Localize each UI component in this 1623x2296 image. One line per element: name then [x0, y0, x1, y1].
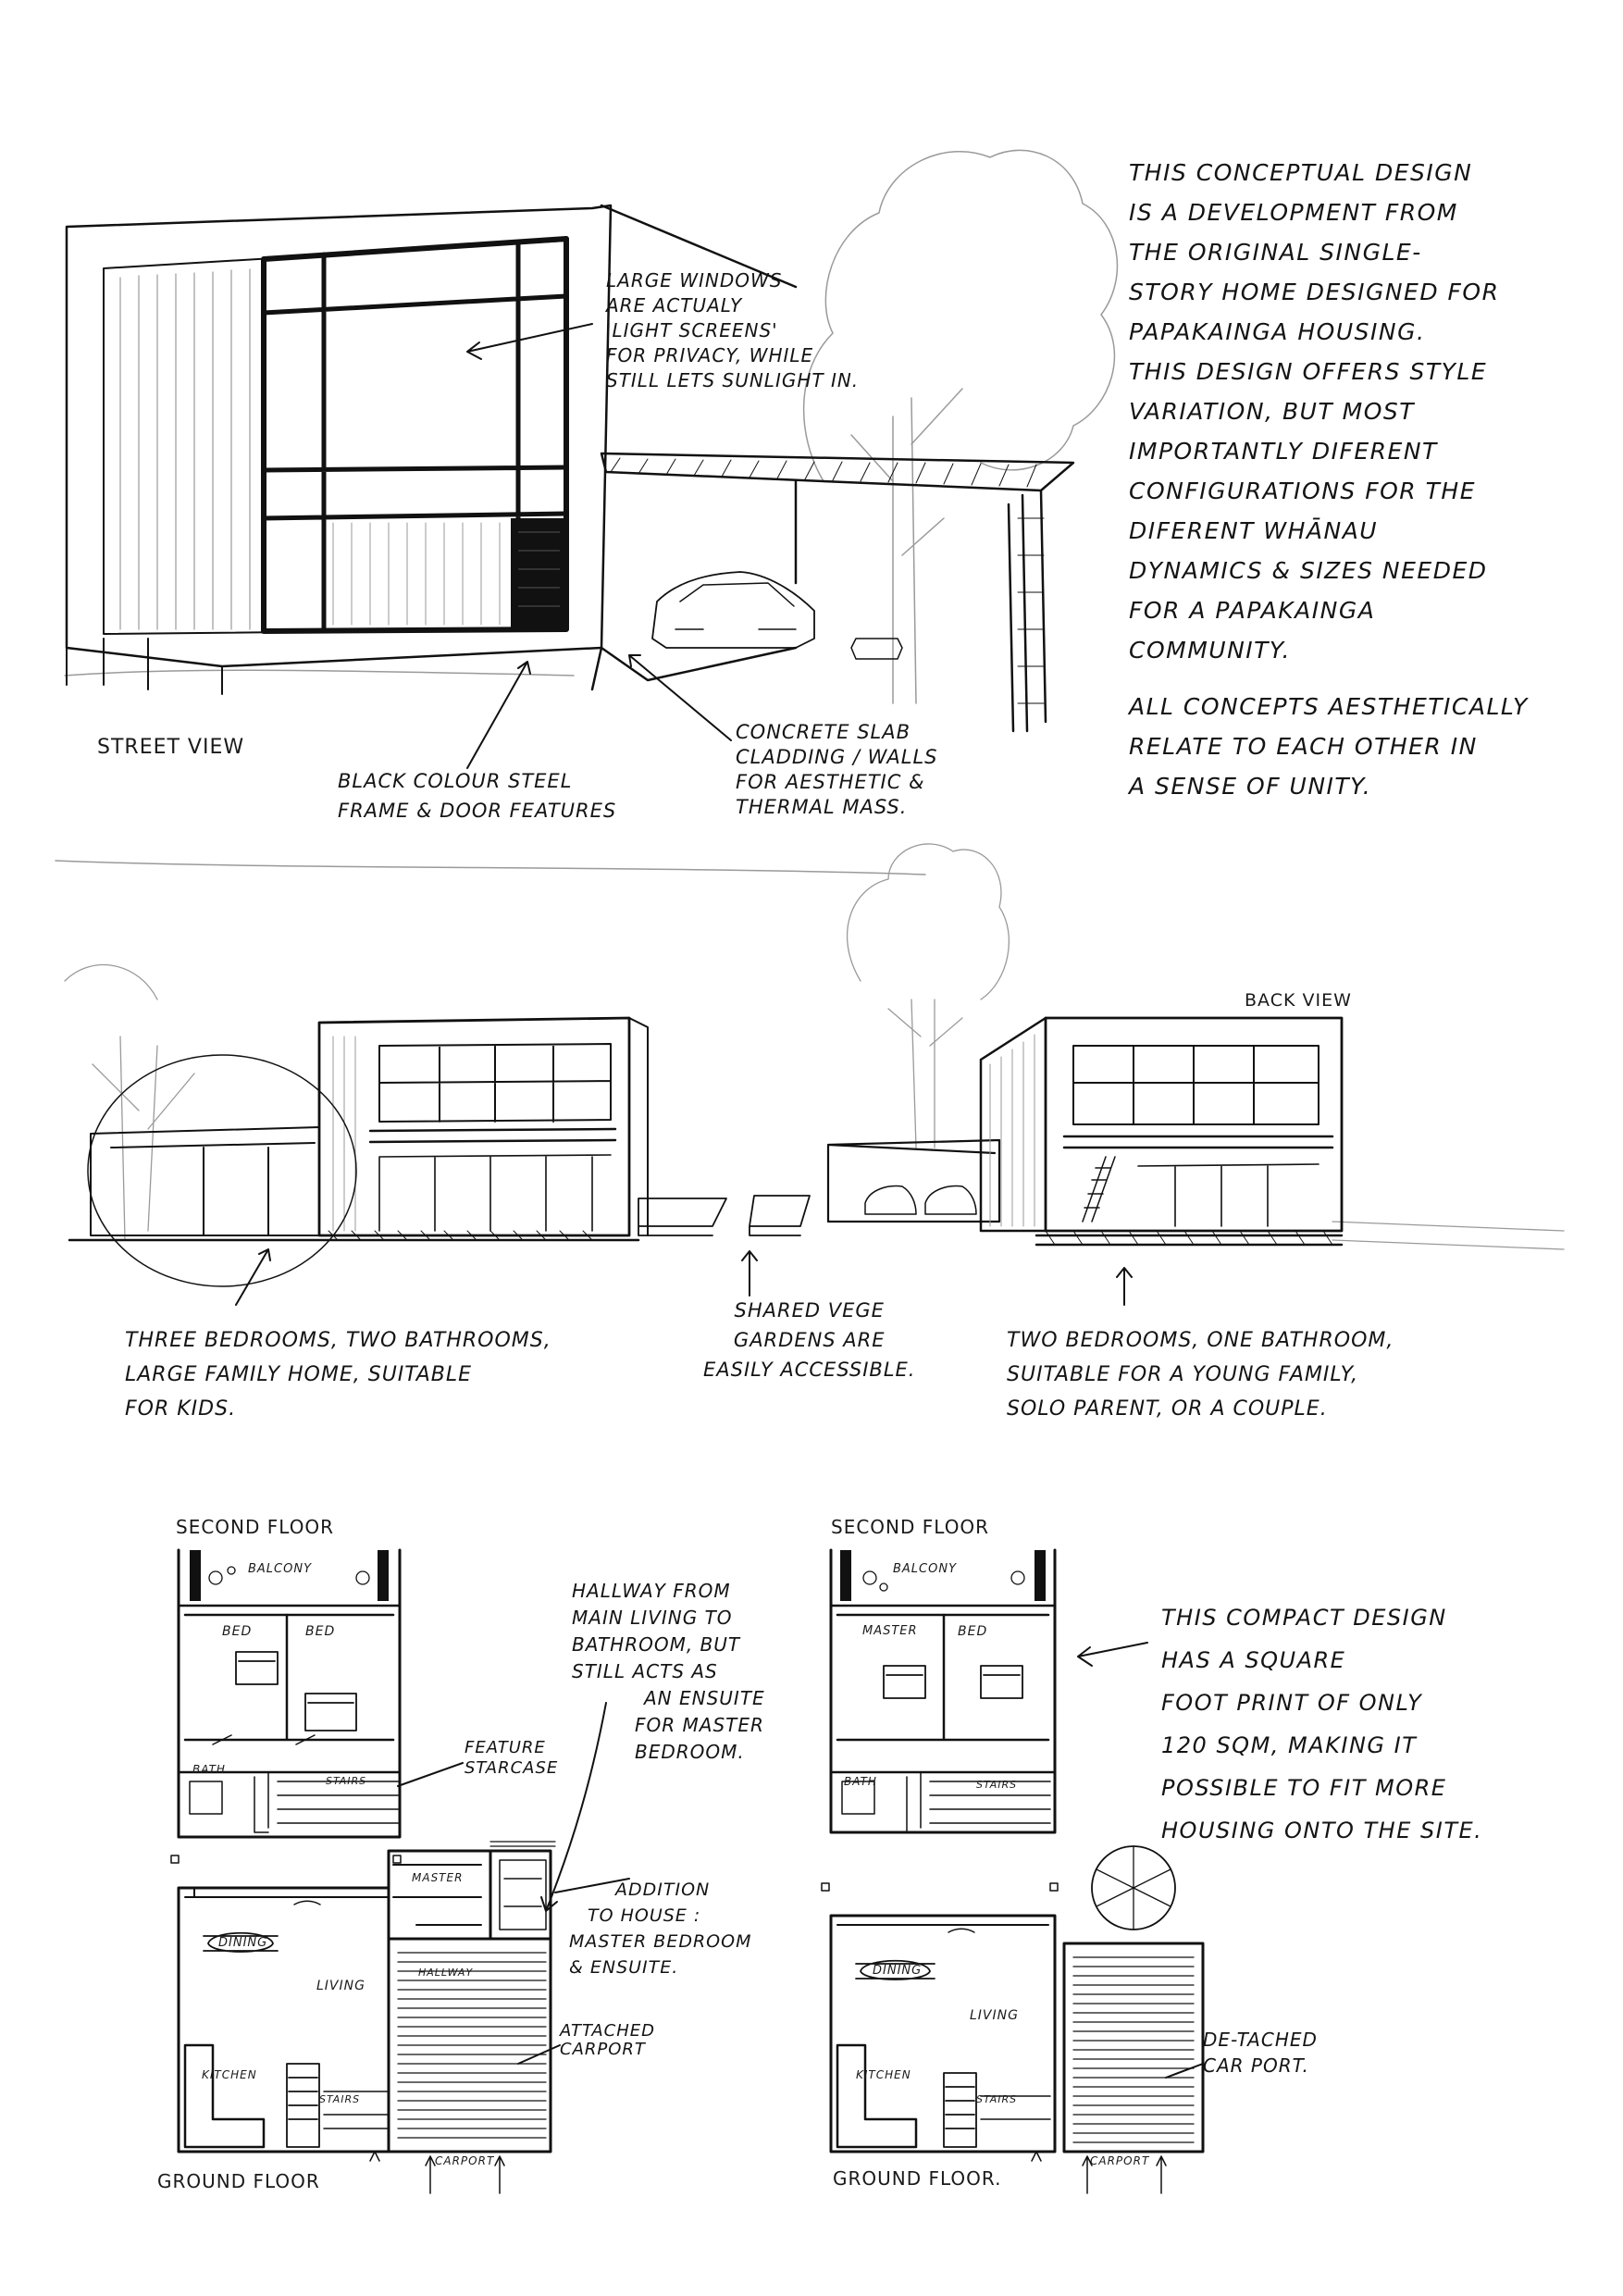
plan-left-second-floor: SECOND FLOOR: [176, 1516, 335, 1538]
compact-note-line: HOUSING ONTO THE SITE.: [1161, 1818, 1483, 1843]
compact-note-line: POSSIBLE TO FIT MORE: [1161, 1775, 1447, 1801]
intro-line: VARIATION, BUT MOST: [1129, 398, 1416, 425]
vege-note-line: SHARED VEGE: [734, 1299, 885, 1322]
compact-note: [1161, 1596, 1482, 1852]
plan-right-stairs-upper: STAIRS: [976, 1779, 1018, 1791]
staircase-note: [465, 1738, 558, 1779]
plan-right-ground-floor: GROUND FLOOR.: [833, 2167, 1002, 2190]
plan-left-stairs-lower: STAIRS: [319, 2093, 361, 2105]
large-home-note-line: FOR KIDS.: [125, 1397, 237, 1421]
hallway-note-line: BEDROOM.: [635, 1741, 745, 1763]
attached-carport-note: [560, 2022, 655, 2059]
windows-note-line: STILL LETS SUNLIGHT IN.: [606, 369, 860, 391]
concrete-note-line: THERMAL MASS.: [736, 796, 908, 818]
concrete-note: [736, 720, 937, 820]
windows-note-line: 'LIGHT SCREENS': [606, 319, 778, 341]
plan-left-carport: CARPORT: [435, 2154, 495, 2167]
hallway-note: [572, 1578, 765, 1766]
plan-right-bed: BED: [958, 1624, 988, 1639]
plan-left-hallway: HALLWAY: [418, 1967, 474, 1979]
steel-note: [338, 766, 616, 825]
intro-line: DYNAMICS & SIZES NEEDED: [1129, 557, 1488, 584]
plan-left-bed-1: BED: [222, 1624, 253, 1639]
addition-note-line: & ENSUITE.: [569, 1957, 679, 1978]
detached-note-line: CAR PORT.: [1203, 2054, 1309, 2077]
plan-left-drawing: [171, 1550, 629, 2193]
intro-line: A SENSE OF UNITY.: [1129, 773, 1372, 800]
intro-line: RELATE TO EACH OTHER IN: [1129, 733, 1478, 760]
intro-line: FOR A PAPAKAINGA: [1129, 597, 1376, 624]
small-home-note-line: SOLO PARENT, OR A COUPLE.: [1007, 1397, 1328, 1421]
large-home-note-line: THREE BEDROOMS, TWO BATHROOMS,: [125, 1329, 551, 1352]
addition-note-line: ADDITION: [615, 1880, 711, 1900]
hallway-note-line: MAIN LIVING TO: [572, 1607, 733, 1629]
small-home-note-line: TWO BEDROOMS, ONE BATHROOM,: [1007, 1329, 1394, 1352]
concrete-note-line: CONCRETE SLAB: [736, 721, 911, 743]
large-home-note-line: LARGE FAMILY HOME, SUITABLE: [125, 1363, 473, 1386]
attached-note-line: CARPORT: [560, 2040, 646, 2059]
intro-line: COMMUNITY.: [1129, 637, 1291, 664]
attached-note-line: ATTACHED: [560, 2021, 655, 2041]
addition-note: [569, 1877, 751, 1980]
hallway-note-line: HALLWAY FROM: [572, 1580, 731, 1602]
plan-left-ground-floor: GROUND FLOOR: [157, 2170, 320, 2192]
plan-right-dining: DINING: [873, 1964, 923, 1978]
hallway-note-line: AN ENSUITE: [644, 1687, 765, 1709]
plan-left-master: MASTER: [412, 1871, 464, 1884]
compact-note-line: HAS A SQUARE: [1161, 1647, 1346, 1673]
hallway-note-line: FOR MASTER: [635, 1714, 764, 1736]
staircase-note-line: FEATURE: [465, 1738, 546, 1757]
intro-line: IS A DEVELOPMENT FROM: [1129, 199, 1458, 226]
intro-line: PAPAKAINGA HOUSING.: [1129, 318, 1426, 345]
staircase-note-line: STARCASE: [465, 1758, 559, 1778]
plan-left-balcony: BALCONY: [248, 1562, 313, 1576]
windows-note-line: LARGE WINDOWS: [606, 269, 783, 292]
vege-note-line: EASILY ACCESSIBLE.: [703, 1359, 916, 1381]
hallway-note-line: BATHROOM, BUT: [572, 1633, 741, 1656]
small-home-note: [1007, 1323, 1394, 1426]
compact-note-line: THIS COMPACT DESIGN: [1161, 1605, 1447, 1631]
intro-line: CONFIGURATIONS FOR THE: [1129, 478, 1476, 504]
back-view-title: BACK VIEW: [1245, 990, 1352, 1011]
plan-left-stairs-upper: STAIRS: [326, 1775, 367, 1787]
compact-note-line: FOOT PRINT OF ONLY: [1161, 1690, 1423, 1716]
plan-right-living: LIVING: [970, 2008, 1019, 2023]
plan-left-bed-2: BED: [305, 1624, 336, 1639]
small-home-note-line: SUITABLE FOR A YOUNG FAMILY,: [1007, 1363, 1359, 1386]
windows-note-line: ARE ACTUALY: [606, 294, 743, 316]
windows-note-line: FOR PRIVACY, WHILE: [606, 344, 814, 366]
plan-left-bath: BATH: [192, 1763, 226, 1776]
vege-note-line: GARDENS ARE: [733, 1329, 886, 1351]
plan-right-second-floor: SECOND FLOOR: [831, 1516, 990, 1538]
intro-line: STORY HOME DESIGNED FOR: [1129, 279, 1500, 305]
detached-carport-note: [1203, 2027, 1318, 2079]
plan-right-bath: BATH: [844, 1775, 877, 1788]
intro-note: [1129, 153, 1529, 806]
back-view-drawing: [828, 844, 1564, 1305]
plan-right-stairs-lower: STAIRS: [976, 2093, 1018, 2105]
compact-note-line: 120 SQM, MAKING IT: [1161, 1732, 1418, 1758]
steel-note-line: FRAME & DOOR FEATURES: [338, 800, 617, 822]
addition-note-line: MASTER BEDROOM: [569, 1931, 752, 1952]
plan-right-carport: CARPORT: [1090, 2154, 1150, 2167]
plan-left-living: LIVING: [316, 1979, 365, 1993]
street-view-title: STREET VIEW: [97, 736, 245, 759]
intro-line: THIS CONCEPTUAL DESIGN: [1129, 159, 1473, 186]
intro-line: ALL CONCEPTS AESTHETICALLY: [1129, 693, 1529, 720]
steel-note-line: BLACK COLOUR STEEL: [338, 770, 573, 792]
detached-note-line: DE-TACHED: [1203, 2029, 1318, 2051]
intro-line: THE ORIGINAL SINGLE-: [1129, 239, 1422, 266]
hallway-note-line: STILL ACTS AS: [572, 1660, 718, 1682]
plan-left-kitchen: KITCHEN: [202, 2068, 257, 2081]
concrete-note-line: FOR AESTHETIC &: [736, 771, 925, 793]
plan-left-dining: DINING: [218, 1936, 268, 1950]
plan-right-balcony: BALCONY: [893, 1562, 958, 1576]
plan-right-kitchen: KITCHEN: [856, 2068, 911, 2081]
side-elevation-drawing: [65, 965, 648, 1305]
concrete-note-line: CLADDING / WALLS: [736, 746, 938, 768]
intro-line: IMPORTANTLY DIFERENT: [1129, 438, 1438, 465]
addition-note-line: TO HOUSE :: [588, 1905, 701, 1926]
windows-note: [606, 268, 859, 393]
intro-line: THIS DESIGN OFFERS STYLE: [1129, 358, 1488, 385]
intro-line: DIFERENT WHĀNAU: [1129, 517, 1379, 544]
vege-note: [703, 1296, 915, 1384]
vege-garden-drawing: [638, 1196, 810, 1296]
large-home-note: [125, 1323, 551, 1426]
plan-right-master: MASTER: [862, 1624, 918, 1638]
